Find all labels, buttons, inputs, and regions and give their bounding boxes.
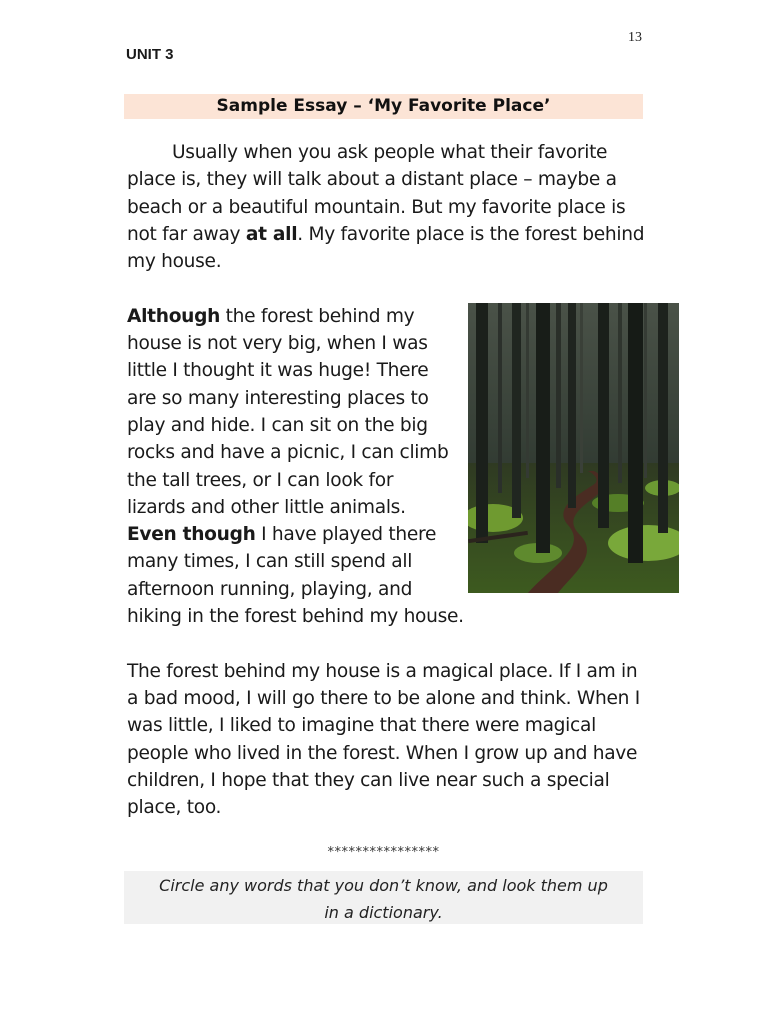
bold-phrase-even-though: Even though <box>127 524 256 546</box>
paragraph-text: . My favorite place is the forest behind my house. <box>127 223 645 273</box>
instruction-box <box>124 871 643 924</box>
instruction-text: Circle any words that you don’t know, and look them up in a dictionary. <box>159 876 608 922</box>
page-number: 13 <box>628 30 642 45</box>
forest-photo <box>468 303 679 593</box>
paragraph-2 <box>127 303 647 631</box>
paragraph-1 <box>127 139 647 275</box>
essay-title: Sample Essay – ‘My Favorite Place’ <box>124 94 643 119</box>
paragraph-text: I have played there many times, I can still spend all afternoon running, playing, and hiking in the forest behind my house. <box>127 524 464 628</box>
bold-phrase-although: Although <box>127 305 221 327</box>
essay-body <box>127 139 647 849</box>
paragraph-3 <box>127 658 647 822</box>
paragraph-text: the forest behind my house is not very big, when I was little I thought it was huge! There are so many interesting places to play and hide. I can sit on the big rocks and have a picnic, I can climb the tall trees, or I can look for lizards and other little animals. <box>127 305 449 518</box>
bold-phrase-at-all: at all <box>245 223 298 245</box>
paragraph-text: The forest behind my house is a magical place. If I am in a bad mood, I will go there to be alone and think. When I was little, I liked to imagine that there were magical people who lived in the forest. When I grow up and have children, I hope that they can live near such a special place, too. <box>127 660 640 819</box>
unit-label: UNIT 3 <box>126 46 174 63</box>
separator-stars: **************** <box>327 845 440 860</box>
paragraph-text: Usually when you ask people what their favorite place is, they will talk about a distant place – maybe a beach or a beautiful mountain. But my favorite place is not far away <box>127 142 626 245</box>
